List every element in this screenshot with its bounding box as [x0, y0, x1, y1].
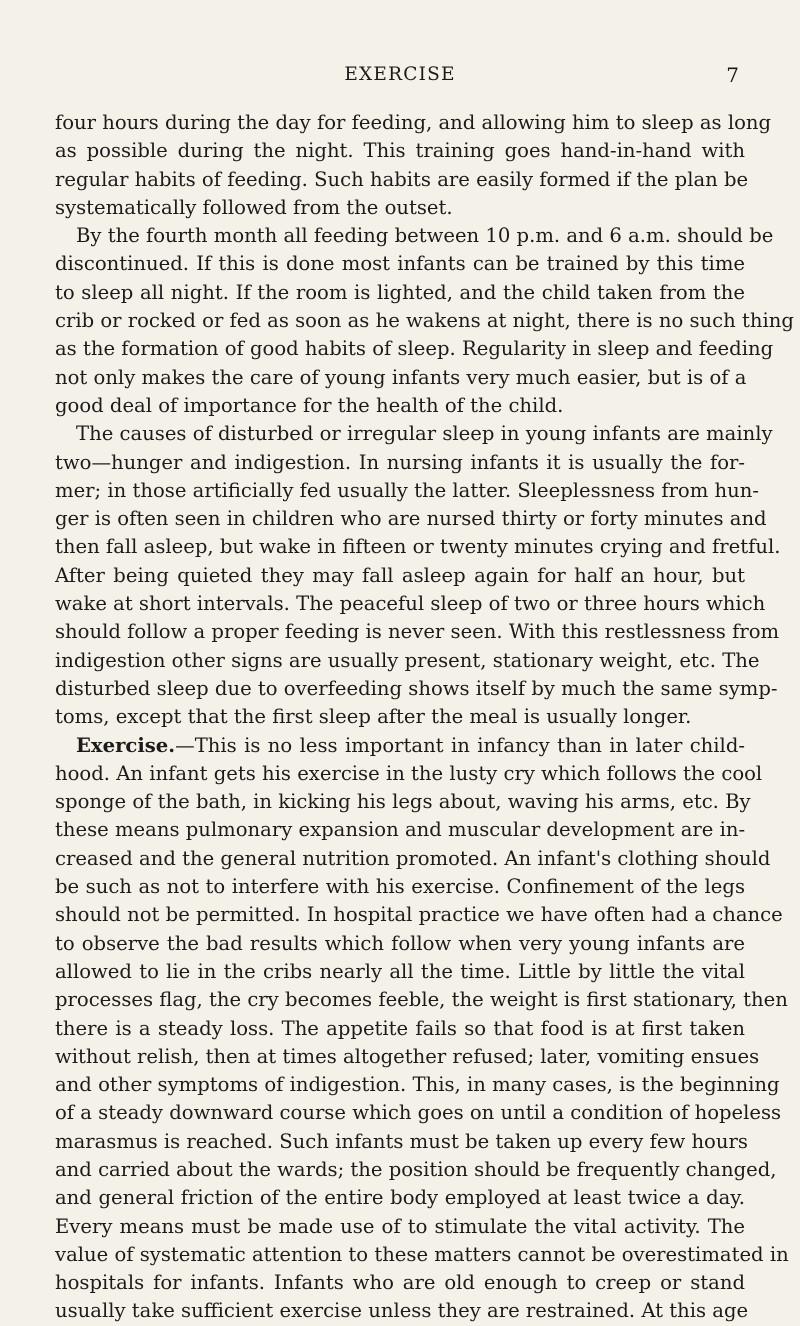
text-line: discontinued. If this is done most infants can be trained by this time — [55, 252, 745, 276]
text-line: marasmus is reached. Such infants must be taken up every few hours — [55, 1129, 748, 1153]
text-line — [55, 732, 745, 760]
text-line: four hours during the day for feeding, and allowing him to sleep as long — [55, 111, 772, 134]
text-line: hood. An infant gets his exercise in the lusty cry which follows the cool — [55, 761, 763, 785]
text-line: regular habits of feeding. Such habits are easily formed if the plan be — [55, 167, 749, 191]
text-line: not only makes the care of young infants very much easier, but is of a — [55, 365, 747, 389]
text-line: should not be permitted. In hospital practice we have often had a chance — [55, 903, 783, 927]
text-line: sponge of the bath, in kicking his legs about, waving his arms, etc. By — [55, 790, 751, 814]
text-line: to sleep all night. If the room is lighted, and the child taken from the — [55, 280, 745, 304]
paragraph — [55, 420, 781, 731]
text-line: good deal of importance for the health of the child. — [55, 393, 564, 417]
text-line: two—hunger and indigestion. In nursing infants it is usually the for- — [55, 450, 745, 474]
text-line: Every means must be made use of to stimulate the vital activity. The — [55, 1214, 745, 1238]
text-line: After being quieted they may fall asleep again for half an hour, but — [55, 563, 745, 587]
paragraph — [55, 222, 794, 420]
text-line: systematically followed from the outset. — [55, 195, 453, 219]
paragraph-exercise — [55, 732, 789, 1326]
text-line-rest: —This is no less important in infancy than in later child- — [175, 733, 745, 757]
text-line: to observe the bad results which follow when very young infants are — [55, 931, 745, 955]
text-line: indigestion other signs are usually present, stationary weight, etc. The — [55, 648, 760, 672]
text-line: ger is often seen in children who are nursed thirty or forty minutes and — [55, 507, 767, 531]
text-line: be such as not to interfere with his exercise. Confinement of the legs — [55, 875, 745, 899]
text-line: crib or rocked or fed as soon as he wakens at night, there is no such thing — [55, 309, 794, 333]
text-line: By the fourth month all feeding between 10 p.m. and 6 a.m. should be — [76, 224, 774, 248]
text-line: allowed to lie in the cribs nearly all the time. Little by little the vital — [55, 959, 745, 983]
running-title: EXERCISE — [344, 64, 456, 85]
text-line: wake at short intervals. The peaceful sleep of two or three hours which — [55, 592, 766, 616]
text-line: processes flag, the cry becomes feeble, the weight is first stationary, then — [55, 988, 788, 1012]
text-line: then fall asleep, but wake in fifteen or twenty minutes crying and fretful. — [55, 535, 781, 559]
text-line: The causes of disturbed or irregular sleep in young infants are mainly — [76, 422, 773, 446]
text-line: creased and the general nutrition promoted. An infant's clothing should — [55, 846, 771, 870]
page-number: 7 — [726, 63, 739, 87]
text-line: these means pulmonary expansion and muscular development are in- — [55, 818, 746, 842]
text-line: and general friction of the entire body employed at least twice a day. — [55, 1186, 745, 1210]
text-line: without relish, then at times altogether refused; later, vomiting ensues — [55, 1044, 760, 1068]
text-line: usually take sufficient exercise unless they are restrained. At this age — [55, 1299, 749, 1323]
text-line: and carried about the wards; the position should be frequently changed, — [55, 1157, 777, 1181]
text-line: toms, except that the first sleep after the meal is usually longer. — [55, 705, 692, 729]
text-line: and other symptoms of indigestion. This, in many cases, is the beginning — [55, 1073, 780, 1097]
running-head — [55, 64, 745, 94]
text-line: disturbed sleep due to overfeeding shows itself by much the same symp- — [55, 676, 778, 700]
text-line: there is a steady loss. The appetite fails so that food is at first taken — [55, 1016, 745, 1040]
paragraph — [55, 109, 772, 222]
text-line: value of systematic attention to these matters cannot be overestimated in — [55, 1242, 789, 1266]
body-text — [55, 109, 794, 1326]
section-heading: Exercise. — [76, 733, 176, 757]
text-line: should follow a proper feeding is never seen. With this restlessness from — [55, 620, 780, 644]
text-line: as the formation of good habits of sleep. Regularity in sleep and feeding — [55, 337, 774, 361]
text-line: mer; in those artificially fed usually the latter. Sleeplessness from hun- — [55, 478, 760, 502]
text-line: hospitals for infants. Infants who are old enough to creep or stand — [55, 1271, 745, 1295]
text-line: of a steady downward course which goes on until a condition of hopeless — [55, 1101, 782, 1125]
text-line: as possible during the night. This training goes hand-in-hand with — [55, 139, 745, 163]
